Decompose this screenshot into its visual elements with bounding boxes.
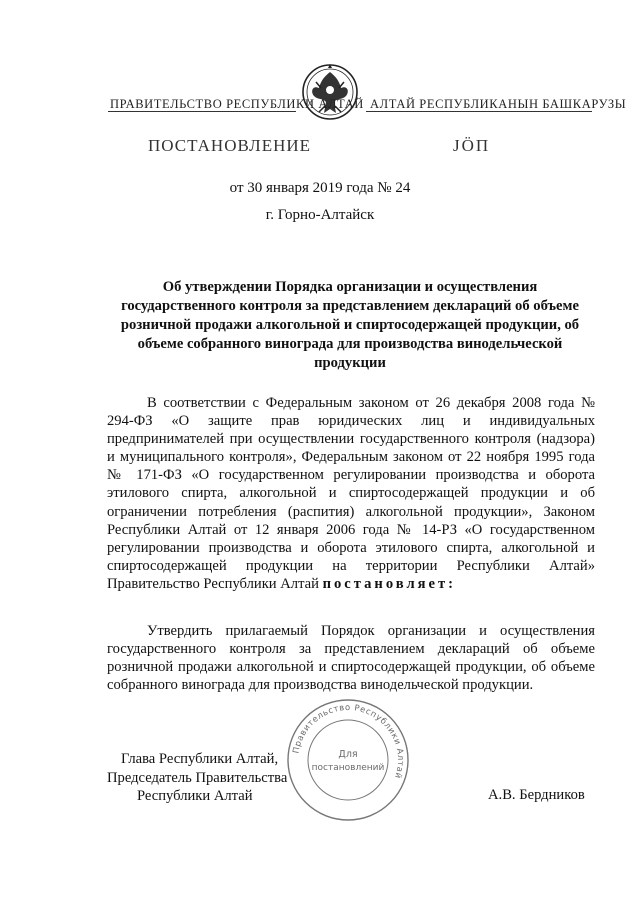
decision-paragraph: Утвердить прилагаемый Порядок организации и осуществления государственного контроля за представлением деклараций об объеме розничной продажи алкогольной и спиртосодержащей продукции, об объеме собранного винограда для производства винодельческой продукции. [107, 623, 595, 694]
doc-type-ru: ПОСТАНОВЛЕНИЕ [148, 136, 312, 155]
stamp-center-line-2: постановлений [311, 763, 385, 773]
header-divider-right [366, 111, 592, 112]
signatory-name: А.В. Бердников [488, 787, 585, 803]
decree-word: постановляет: [322, 575, 457, 592]
government-title-alt: АЛТАЙ РЕСПУБЛИКАНЫН БАШКАРУЗЫ [370, 97, 627, 111]
signatory-position [107, 750, 287, 806]
stamp-center-line-1: Для [338, 749, 358, 760]
signatory-line-3: Республики Алтай [137, 788, 253, 804]
government-title-ru: ПРАВИТЕЛЬСТВО РЕСПУБЛИКИ АЛТАЙ [110, 97, 364, 111]
official-stamp [283, 695, 413, 825]
signatory-line-2: Председатель Правительства [107, 769, 288, 786]
document-date-number: от 30 января 2019 года № 24 [229, 180, 411, 196]
stamp-ring-text: Правительство Республики Алтай [290, 701, 407, 781]
doc-type-alt: ЈӦП [453, 136, 491, 155]
header-divider-left [108, 111, 296, 112]
document-title: Об утверждении Порядка организации и осуществления государственного контроля за представлением деклараций об объеме розничной продажи алкогольной и спиртосодержащей продукции, об объеме собранного винограда для производства винодельческой продукции [120, 279, 580, 371]
preamble-paragraph [107, 394, 595, 593]
preamble-text: В соответствии с Федеральным законом от 26 декабря 2008 года № 294-ФЗ «О защите прав юридических лиц и индивидуальных предпринимателей при осуществлении государственного контроля (надзора) и муниципального контроля», Федеральным законом от 22 ноября 1995 года № 171-ФЗ «О государственном регулировании производства и оборота этилового спирта, алкогольной и спиртосодержащей продукции и об ограничении потребления (распития) алкогольной продукции», Законом Республики Алтай от 12 января 2006 года № 14-РЗ «О государственном регулировании производства и оборота этилового спирта, алкогольной и спиртосодержащей продукции на территории Республики Алтай» Правительство Республики Алтай [107, 395, 595, 592]
signatory-line-1: Глава Республики Алтай, [121, 751, 279, 767]
coat-of-arms-emblem [299, 58, 361, 130]
document-city: г. Горно-Алтайск [265, 207, 375, 223]
